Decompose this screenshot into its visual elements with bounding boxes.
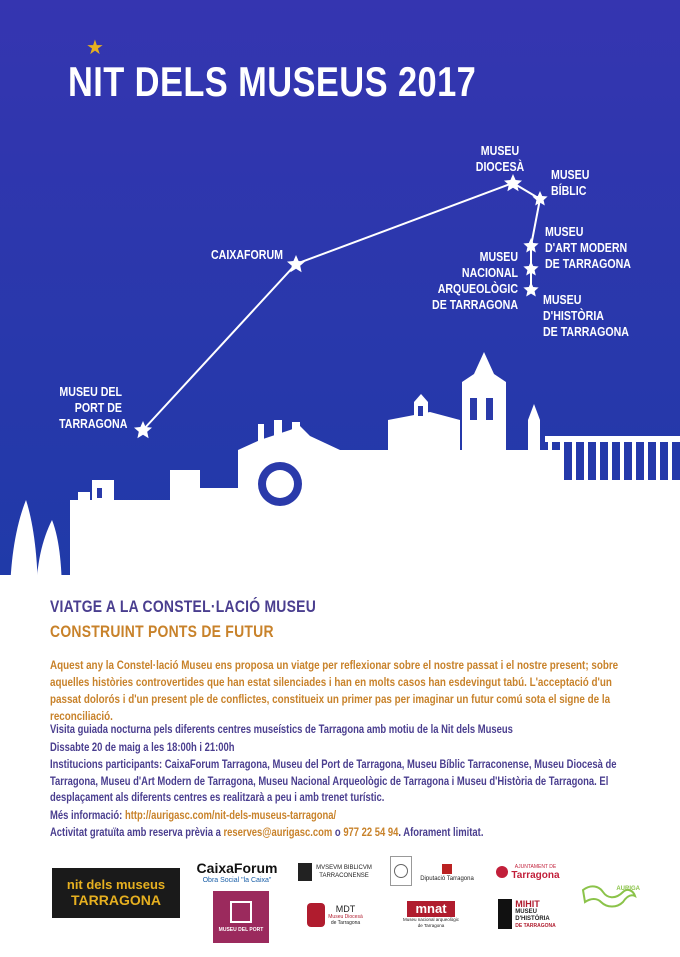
- more-info-label: Més informació:: [50, 809, 123, 822]
- shield-icon: [496, 866, 508, 878]
- building-icon: [230, 901, 252, 923]
- info-block: [50, 722, 640, 843]
- mask-icon: [307, 903, 325, 927]
- logo-caixaforum: CaixaForum Obra Social "la Caixa": [196, 860, 278, 884]
- label-museu-diocesa: MUSEU DIOCESÀ: [475, 144, 525, 174]
- gold-star-icon: ★: [86, 37, 104, 59]
- more-info-link[interactable]: http://aurigasc.com/nit-dels-museus-tarragona/: [124, 809, 337, 822]
- logo-museu-biblic: MVSEVM BIBLICVM TARRACONENSE: [296, 860, 374, 884]
- logo-mnat: mnat Museu nacional arqueològic de Tarragona: [402, 901, 460, 928]
- phone-number: 977 22 54 94: [343, 827, 399, 839]
- reservation-line: Activitat gratuïta amb reserva prèvia a reserves@aurigasc.com o 977 22 54 94. Aforament limitat.: [50, 827, 484, 839]
- logo-auriga: AURIGA: [576, 876, 642, 916]
- flag-icon: [442, 864, 452, 874]
- logo-mdt: MDT Museu Diocesà de Tarragona: [300, 896, 370, 934]
- heading-viatge: VIATGE A LA CONSTEL·LACIÓ MUSEU: [50, 597, 317, 616]
- visit-date: Dissabte 20 de maig a les 18:00h i 21:00h: [50, 741, 235, 754]
- label-museu-port: MUSEU DEL PORT DE TARRAGONA: [59, 385, 128, 431]
- horse-icon: [579, 878, 639, 914]
- email-link[interactable]: reserves@aurigasc.com: [223, 827, 333, 839]
- logo-emblem: [390, 856, 412, 886]
- poster-title: NIT DELS MUSEUS 2017: [68, 58, 477, 105]
- logo-mhit: MIHIT MUSEU D'HISTÒRIA DE TARRAGONA: [492, 893, 562, 935]
- label-museu-art-modern: MUSEU D'ART MODERN DE TARRAGONA: [545, 225, 631, 271]
- institutions-text: Institucions participants: CaixaForum Tarragona, Museu del Port de Tarragona, Museu Bíblic Tarraconense, Museu Diocesà de Tarragona, Museu d'Art Modern de Tarragona, Museu Nacional Arqueològic de Tarragona i Museu d'Història de Tarragona. El desplaçament als diferents centres es realitzarà a peu i amb trenet turístic.: [50, 759, 617, 804]
- logo-nit-dels-museus: nit dels museus TARRAGONA: [52, 868, 180, 918]
- column-icon: [498, 899, 512, 929]
- seal-icon: [394, 864, 408, 878]
- visit-description: Visita guiada nocturna pels diferents centres museístics de Tarragona amb motiu de la Nit dels Museus: [50, 724, 513, 736]
- intro-paragraph: Aquest any la Constel·lació Museu ens proposa un viatge per reflexionar sobre el nostre passat i el nostre present; sobre aquelles històries controvertides que han estat silenciades i han en molts casos han esdevingut tabú. L'acceptació d'un passat dolorós i d'un present ple de conflictes, constitueix un primer pas per imaginar un futur comú sota el signe de la reconciliació.: [50, 658, 619, 723]
- logo-ajuntament: AJUNTAMENT DE Tarragona: [493, 862, 563, 882]
- more-info-line: [50, 808, 640, 825]
- label-caixaforum: CAIXAFORUM: [210, 248, 284, 262]
- heading-construint: CONSTRUINT PONTS DE FUTUR: [50, 622, 274, 641]
- label-museu-historia: MUSEU D'HISTÒRIA DE TARRAGONA: [543, 293, 629, 339]
- label-museu-biblic: MUSEU BÍBLIC: [551, 168, 590, 198]
- logo-diputacio: Diputació Tarragona: [420, 860, 474, 888]
- book-icon: [298, 863, 312, 881]
- logo-museu-port: MUSEU DEL PORT: [213, 891, 269, 943]
- label-museu-nacional: MUSEU NACIONAL ARQUEOLÒGIC DE TARRAGONA: [432, 250, 518, 312]
